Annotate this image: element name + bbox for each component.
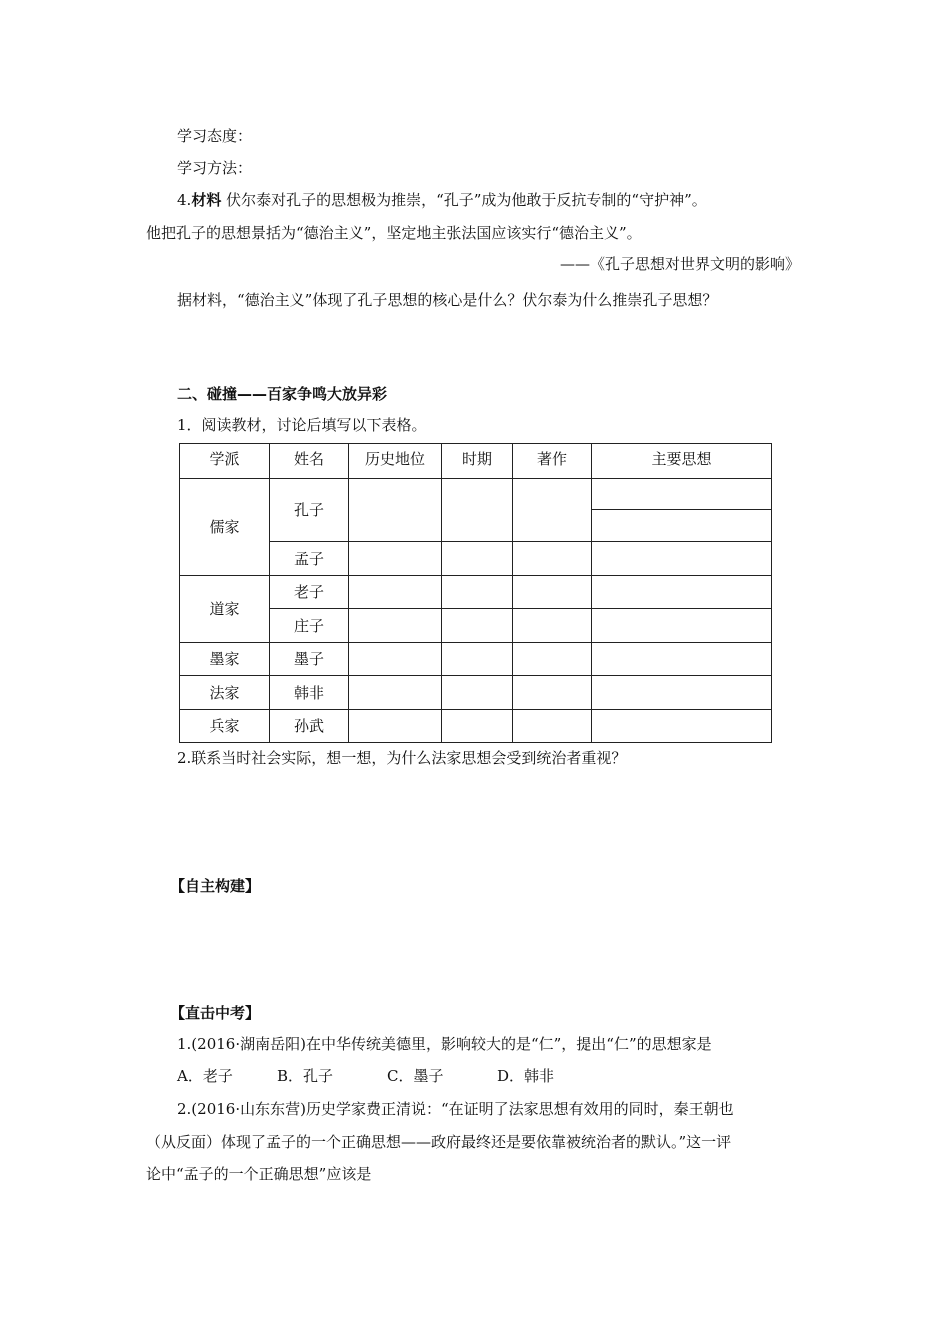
table-row xyxy=(180,676,772,710)
school-fajia: 法家 xyxy=(180,676,270,710)
cell-empty[interactable] xyxy=(442,479,513,542)
q4-line1 xyxy=(177,190,707,210)
option-a[interactable]: A．老子 xyxy=(177,1067,233,1085)
section2-heading: 二、碰撞——百家争鸣大放异彩 xyxy=(177,385,388,403)
cell-empty[interactable] xyxy=(442,542,513,576)
school-bingjia: 兵家 xyxy=(180,710,270,743)
exam-q1-options xyxy=(177,1066,554,1086)
exam-q2-line1: 2.(2016·山东东营)历史学家费正清说：“在证明了法家思想有效用的同时，秦王朝也 xyxy=(177,1100,734,1118)
exam-q2-line2: （从反面）体现了孟子的一个正确思想——政府最终还是要依靠被统治者的默认。”这一评 xyxy=(146,1133,732,1151)
table-row xyxy=(180,576,772,609)
cell-empty[interactable] xyxy=(592,609,772,643)
name-zhuangzi: 庄子 xyxy=(270,609,349,643)
q4-number: 4. xyxy=(177,191,192,209)
header-thought: 主要思想 xyxy=(592,444,772,479)
q4-keyword: 材料 xyxy=(191,191,222,209)
q4-source: ——《孔子思想对世界文明的影响》 xyxy=(559,255,800,273)
cell-empty[interactable] xyxy=(349,676,442,710)
cell-empty[interactable] xyxy=(513,609,592,643)
name-mozi: 墨子 xyxy=(270,643,349,676)
header-works: 著作 xyxy=(513,444,592,479)
option-b[interactable]: B．孔子 xyxy=(277,1067,334,1085)
cell-empty[interactable] xyxy=(513,676,592,710)
q4-question: 据材料，“德治主义”体现了孔子思想的核心是什么？伏尔泰为什么推崇孔子思想？ xyxy=(177,291,718,309)
header-status: 历史地位 xyxy=(349,444,442,479)
cell-empty[interactable] xyxy=(513,542,592,576)
cell-empty[interactable] xyxy=(513,576,592,609)
cell-empty[interactable] xyxy=(349,643,442,676)
cell-empty[interactable] xyxy=(513,479,592,542)
name-hanfei: 韩非 xyxy=(270,676,349,710)
cell-empty[interactable] xyxy=(592,479,772,510)
table-header-row xyxy=(180,444,772,479)
option-c[interactable]: C．墨子 xyxy=(387,1067,444,1085)
table-row xyxy=(180,710,772,743)
cell-empty[interactable] xyxy=(349,609,442,643)
cell-empty[interactable] xyxy=(442,609,513,643)
section2-item1: 1．阅读教材，讨论后填写以下表格。 xyxy=(177,416,427,434)
name-mengzi: 孟子 xyxy=(270,542,349,576)
cell-empty[interactable] xyxy=(592,510,772,542)
q4-text-line2: 他把孔子的思想景括为“德治主义”，坚定地主张法国应该实行“德治主义”。 xyxy=(146,224,642,242)
header-school: 学派 xyxy=(180,444,270,479)
cell-empty[interactable] xyxy=(349,479,442,542)
cell-empty[interactable] xyxy=(349,576,442,609)
header-name: 姓名 xyxy=(270,444,349,479)
school-rujia: 儒家 xyxy=(180,479,270,576)
cell-empty[interactable] xyxy=(592,676,772,710)
name-kongzi: 孔子 xyxy=(270,479,349,542)
cell-empty[interactable] xyxy=(442,643,513,676)
table-row xyxy=(180,643,772,676)
method-label: 学习方法： xyxy=(177,159,253,177)
exam-heading: 【直击中考】 xyxy=(170,1004,261,1022)
cell-empty[interactable] xyxy=(442,576,513,609)
q4-text-line1: 伏尔泰对孔子的思想极为推崇，“孔子”成为他敢于反抗专制的“守护神”。 xyxy=(221,191,707,209)
cell-empty[interactable] xyxy=(592,576,772,609)
name-laozi: 老子 xyxy=(270,576,349,609)
schools-table xyxy=(179,443,772,743)
header-period: 时期 xyxy=(442,444,513,479)
cell-empty[interactable] xyxy=(592,710,772,743)
section2-item2: 2.联系当时社会实际，想一想，为什么法家思想会受到统治者重视？ xyxy=(177,749,627,767)
cell-empty[interactable] xyxy=(442,676,513,710)
cell-empty[interactable] xyxy=(442,710,513,743)
cell-empty[interactable] xyxy=(513,643,592,676)
school-daojia: 道家 xyxy=(180,576,270,643)
attitude-label: 学习态度： xyxy=(177,127,253,145)
exam-q2-line3: 论中“孟子的一个正确思想”应该是 xyxy=(146,1165,372,1183)
cell-empty[interactable] xyxy=(592,643,772,676)
cell-empty[interactable] xyxy=(349,710,442,743)
exam-q1: 1.(2016·湖南岳阳)在中华传统美德里，影响较大的是“仁”，提出“仁”的思想家是 xyxy=(177,1035,712,1053)
cell-empty[interactable] xyxy=(513,710,592,743)
school-mojia: 墨家 xyxy=(180,643,270,676)
name-sunwu: 孙武 xyxy=(270,710,349,743)
cell-empty[interactable] xyxy=(592,542,772,576)
self-build-heading: 【自主构建】 xyxy=(170,877,261,895)
table-row xyxy=(180,479,772,510)
cell-empty[interactable] xyxy=(349,542,442,576)
option-d[interactable]: D．韩非 xyxy=(497,1067,555,1085)
